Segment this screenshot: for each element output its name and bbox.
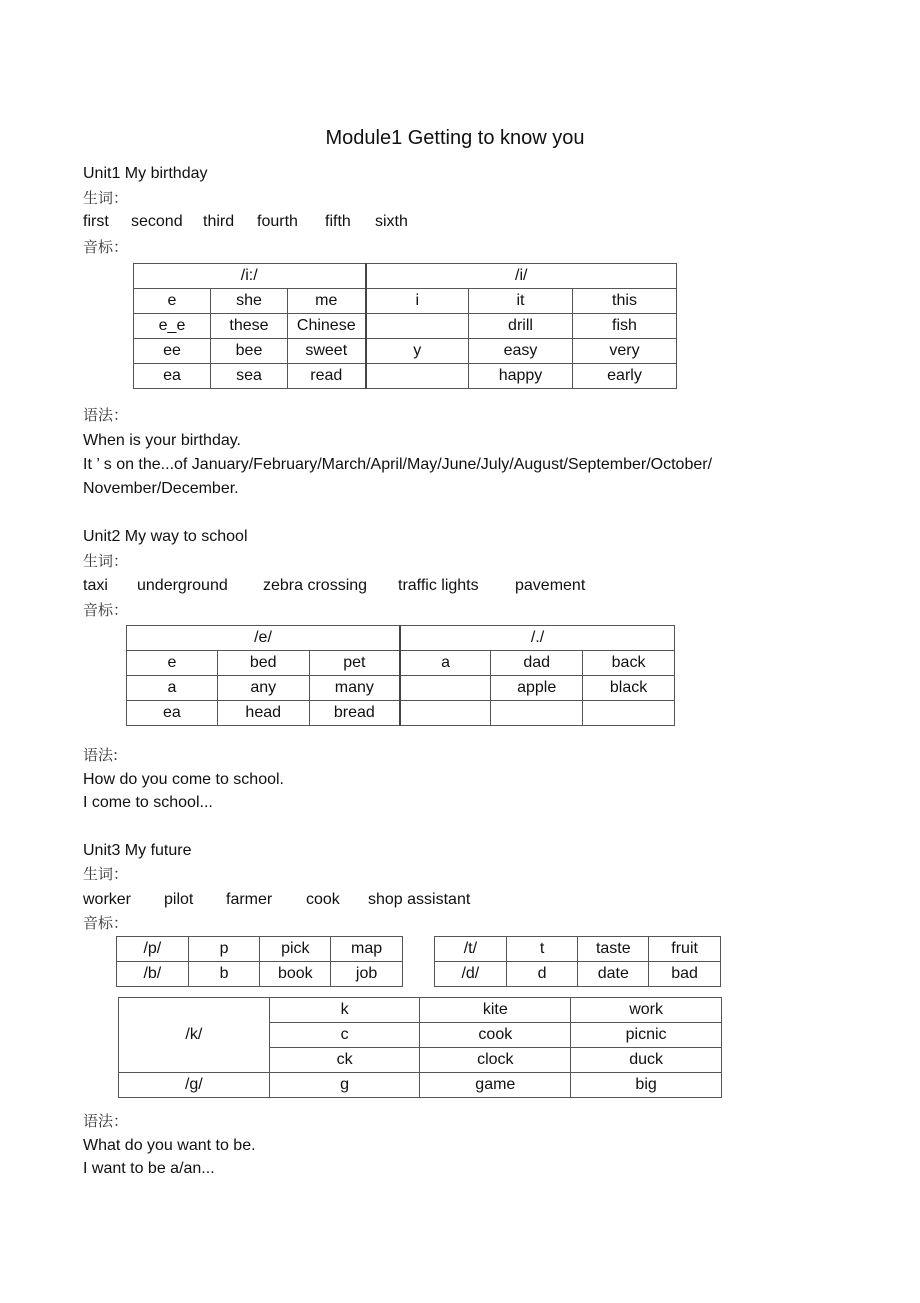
grammar-line: November/December.: [83, 480, 239, 497]
cell: game: [420, 1073, 571, 1098]
cell: [366, 364, 469, 389]
cell: many: [309, 676, 400, 701]
k-label-cell: /k/: [119, 998, 270, 1073]
grammar-line: What do you want to be.: [83, 1137, 256, 1154]
cell: e_e: [134, 314, 211, 339]
cell: duck: [571, 1048, 722, 1073]
cell: a: [127, 676, 218, 701]
unit1-vocab-label: 生词：: [83, 189, 129, 207]
cell: fish: [573, 314, 677, 339]
header-cell: /i/: [366, 264, 677, 289]
cell: p: [188, 937, 260, 962]
cell: black: [583, 676, 675, 701]
cell: sea: [211, 364, 288, 389]
word: second: [131, 213, 183, 230]
page-title: Module1 Getting to know you: [325, 127, 585, 149]
word: taxi: [83, 577, 108, 594]
unit1-heading: Unit1 My birthday: [83, 165, 208, 182]
cell: ea: [134, 364, 211, 389]
cell: /d/: [435, 962, 507, 987]
cell: ck: [269, 1048, 420, 1073]
cell: work: [571, 998, 722, 1023]
cell: pet: [309, 651, 400, 676]
unit3-pb-table: [116, 936, 403, 987]
cell: early: [573, 364, 677, 389]
cell: sweet: [288, 339, 366, 364]
cell: e: [127, 651, 218, 676]
word: pilot: [164, 891, 194, 908]
cell: ee: [134, 339, 211, 364]
grammar-line: When is your birthday.: [83, 432, 241, 449]
cell: i: [366, 289, 469, 314]
cell: e: [134, 289, 211, 314]
unit3-phonetics-label: 音标：: [83, 914, 129, 932]
grammar-line: It ’ s on the...of January/February/March/April/May/June/July/August/September/October/: [83, 456, 713, 473]
cell: c: [269, 1023, 420, 1048]
word: farmer: [226, 891, 273, 908]
cell: [400, 676, 491, 701]
unit1-grammar-label: 语法：: [83, 406, 129, 424]
cell: t: [506, 937, 578, 962]
cell: cook: [420, 1023, 571, 1048]
cell: me: [288, 289, 366, 314]
cell: this: [573, 289, 677, 314]
unit2-grammar-label: 语法:: [83, 746, 119, 764]
cell: happy: [469, 364, 573, 389]
cell: /t/: [435, 937, 507, 962]
word: fourth: [257, 213, 298, 230]
word: sixth: [375, 213, 408, 230]
word: first: [83, 213, 109, 230]
cell: read: [288, 364, 366, 389]
unit2-vocab-label: 生词：: [83, 552, 129, 570]
cell: a: [400, 651, 491, 676]
word: zebra crossing: [263, 577, 368, 594]
unit1-word-list: [83, 213, 408, 231]
cell: picnic: [571, 1023, 722, 1048]
cell: /b/: [117, 962, 189, 987]
cell: very: [573, 339, 677, 364]
cell: easy: [469, 339, 573, 364]
cell: bee: [211, 339, 288, 364]
cell: drill: [469, 314, 573, 339]
cell: bad: [649, 962, 721, 987]
cell: job: [331, 962, 403, 987]
cell: b: [188, 962, 260, 987]
word: shop assistant: [368, 891, 471, 908]
unit3-kg-table: [118, 997, 722, 1098]
unit3-vocab-label: 生词：: [83, 865, 129, 883]
cell: bread: [309, 701, 400, 726]
cell: these: [211, 314, 288, 339]
word: fifth: [325, 213, 351, 230]
word: pavement: [515, 577, 586, 594]
unit2-phonetics-table: [126, 625, 675, 726]
cell: map: [331, 937, 403, 962]
unit3-grammar-label: 语法：: [83, 1112, 129, 1130]
cell: ea: [127, 701, 218, 726]
header-cell: /./: [400, 626, 675, 651]
cell: taste: [578, 937, 649, 962]
unit2-heading: Unit2 My way to school: [83, 528, 248, 545]
cell: it: [469, 289, 573, 314]
cell: head: [217, 701, 309, 726]
cell: date: [578, 962, 649, 987]
cell: clock: [420, 1048, 571, 1073]
word: underground: [137, 577, 228, 594]
grammar-line: I want to be a/an...: [83, 1160, 215, 1177]
unit1-phonetics-table: [133, 263, 677, 389]
unit3-heading: Unit3 My future: [83, 842, 192, 859]
unit2-word-list: [83, 577, 585, 595]
cell: back: [583, 651, 675, 676]
cell: big: [571, 1073, 722, 1098]
grammar-line: I come to school...: [83, 794, 213, 811]
cell: apple: [491, 676, 583, 701]
cell: g: [269, 1073, 420, 1098]
word: worker: [83, 891, 132, 908]
cell: she: [211, 289, 288, 314]
unit2-phonetics-label: 音标：: [83, 601, 129, 619]
cell: d: [506, 962, 578, 987]
word: traffic lights: [398, 577, 479, 594]
unit3-word-list: [83, 891, 470, 909]
header-cell: /i:/: [134, 264, 366, 289]
cell: dad: [491, 651, 583, 676]
cell: pick: [260, 937, 331, 962]
cell: [366, 314, 469, 339]
cell: [583, 701, 675, 726]
cell: bed: [217, 651, 309, 676]
cell: kite: [420, 998, 571, 1023]
word: third: [203, 213, 235, 230]
cell: [400, 701, 491, 726]
cell: /g/: [119, 1073, 270, 1098]
header-cell: /e/: [127, 626, 401, 651]
cell: [491, 701, 583, 726]
unit3-td-table: [434, 936, 721, 987]
cell: /p/: [117, 937, 189, 962]
cell: y: [366, 339, 469, 364]
grammar-line: How do you come to school.: [83, 771, 284, 788]
cell: Chinese: [288, 314, 366, 339]
cell: k: [269, 998, 420, 1023]
cell: any: [217, 676, 309, 701]
cell: fruit: [649, 937, 721, 962]
unit1-phonetics-label: 音标：: [83, 238, 129, 256]
cell: book: [260, 962, 331, 987]
word: cook: [306, 891, 340, 908]
